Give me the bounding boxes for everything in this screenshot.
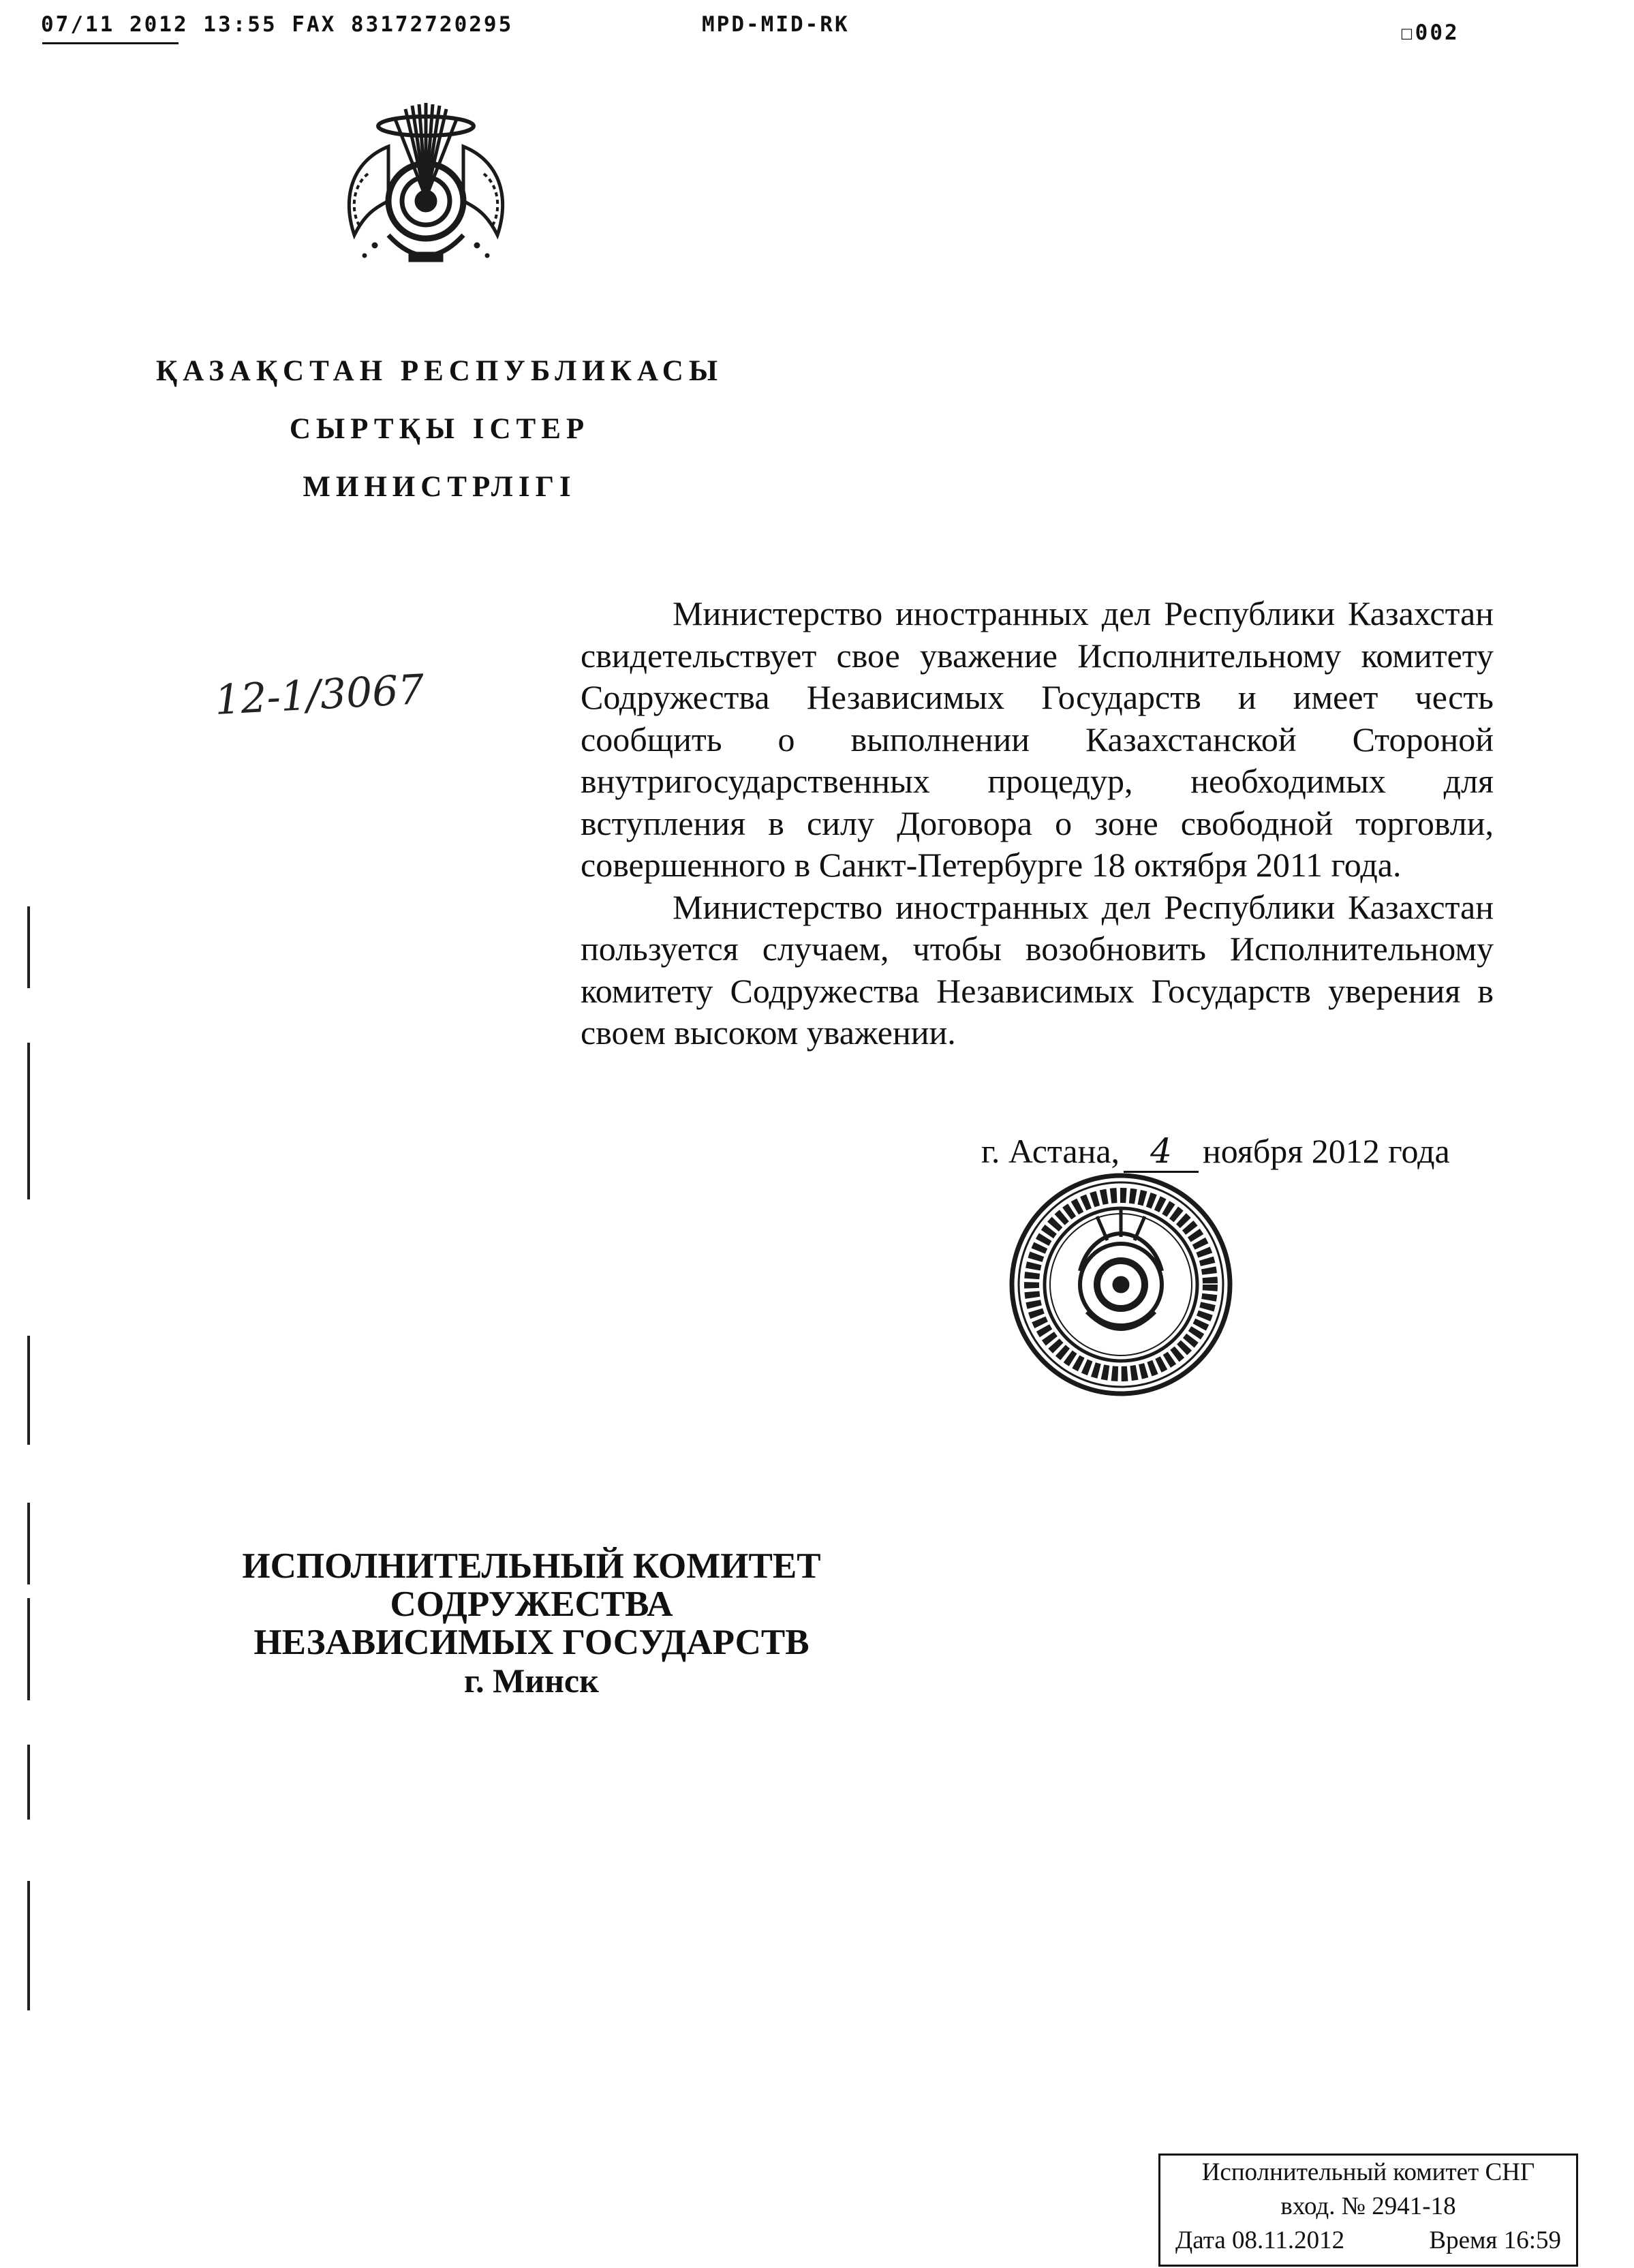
scan-edge-mark	[27, 906, 30, 988]
addressee-block	[211, 1547, 852, 1700]
ministry-name-line-2: СЫРТҚЫ ІСТЕР	[289, 413, 590, 445]
ministry-round-seal-icon	[1005, 1169, 1237, 1400]
letter-body	[581, 593, 1494, 1054]
fax-header-left: 07/11 2012 13:55 FAX 83172720295	[41, 12, 514, 37]
date-line	[981, 1131, 1450, 1173]
letter-paragraph-2: Министерство иностранных дел Республики Казахстан пользуется случаем, чтобы возобновить Исполнительному комитету Содружества Независимых Государств уверения в своем высоком уважении.	[581, 887, 1494, 1052]
registration-stamp	[1158, 2154, 1578, 2267]
date-day-handwritten: 4	[1124, 1131, 1199, 1173]
letter-paragraph-1: Министерство иностранных дел Республики Казахстан свидетельствует свое уважение Исполнительному комитету Содружества Независимых Государств и имеет честь сообщить о выполнении Казахстанской Стороной внутригосударственных процедур, необходимых для вступления в силу Договора о зоне свободной торговли, совершенного в Санкт-Петербурге 18 октября 2011 года.	[581, 594, 1494, 884]
handwritten-reference-number: 12-1/3067	[213, 665, 426, 725]
addressee-city: г. Минск	[464, 1661, 599, 1700]
addressee-line-2: СОДРУЖЕСТВА	[390, 1584, 673, 1624]
ministry-name-line-3: МИНИСТРЛІГІ	[303, 471, 576, 503]
kazakhstan-state-emblem-icon	[313, 99, 538, 290]
scan-edge-mark	[27, 1881, 30, 2010]
ministry-name-line-1: ҚАЗАҚСТАН РЕСПУБЛИКАСЫ	[155, 355, 724, 387]
addressee-line-1: ИСПОЛНИТЕЛЬНЫЙ КОМИТЕТ	[242, 1546, 821, 1586]
scan-edge-mark	[27, 1503, 30, 1584]
fax-page-number: ☐002	[1400, 20, 1460, 45]
date-city: г. Астана,	[981, 1132, 1120, 1170]
registration-date-time-row	[1160, 2224, 1576, 2258]
scan-edge-mark	[27, 1745, 30, 1820]
registration-incoming-number: вход. № 2941-18	[1280, 2192, 1456, 2220]
date-month-year: ноября 2012 года	[1203, 1132, 1450, 1170]
registration-time: Время 16:59	[1429, 2226, 1561, 2254]
fax-header-center: MPD-MID-RK	[702, 12, 850, 37]
scan-edge-mark	[27, 1598, 30, 1700]
scan-edge-mark	[27, 1336, 30, 1445]
fax-header-underline	[42, 42, 179, 44]
scan-edge-mark	[27, 1043, 30, 1199]
registration-date: Дата 08.11.2012	[1175, 2226, 1345, 2254]
addressee-line-3: НЕЗАВИСИМЫХ ГОСУДАРСТВ	[253, 1623, 810, 1662]
registration-org: Исполнительный комитет СНГ	[1201, 2158, 1535, 2186]
